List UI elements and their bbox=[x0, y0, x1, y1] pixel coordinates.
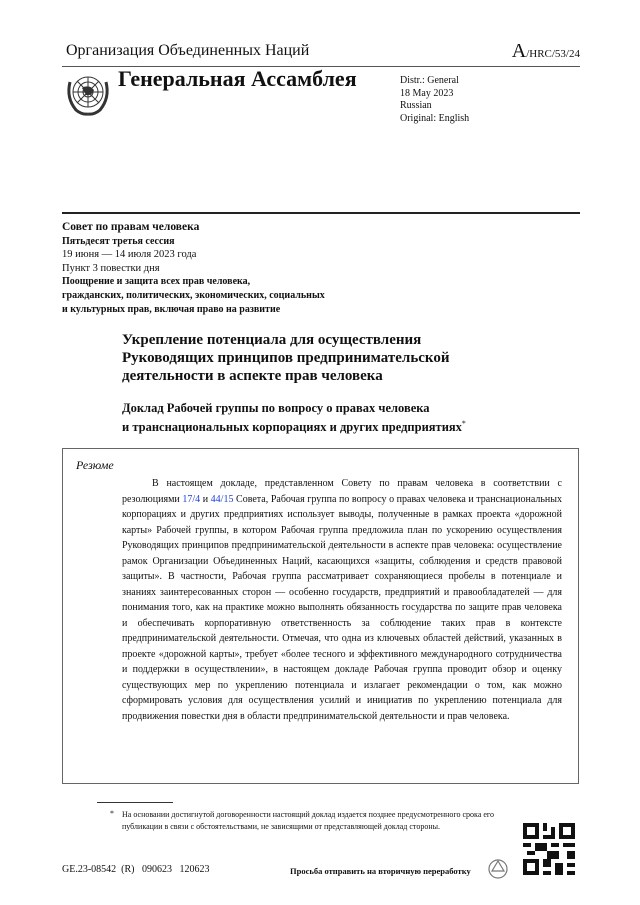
session-dates: 19 июня — 14 июля 2023 года bbox=[62, 249, 197, 261]
document-symbol bbox=[512, 40, 580, 63]
footnote-rule bbox=[97, 802, 173, 803]
recycle-icon bbox=[487, 858, 509, 880]
report-title bbox=[122, 331, 450, 385]
un-emblem-icon bbox=[62, 68, 114, 120]
agenda-title-3: и культурных прав, включая право на развитие bbox=[62, 303, 281, 315]
qr-code-icon[interactable] bbox=[523, 823, 575, 875]
resolution-link-44-15[interactable]: 44/15 bbox=[210, 493, 234, 505]
recycle-note: Просьба отправить на вторичную переработку bbox=[290, 866, 471, 876]
footnote-marker[interactable]: * bbox=[461, 419, 466, 428]
date: 18 May 2023 bbox=[400, 87, 454, 99]
summary-heading: Резюме bbox=[76, 458, 114, 472]
title-line: деятельности в аспекте прав человека bbox=[122, 368, 383, 384]
thick-rule bbox=[62, 212, 580, 214]
summary-text: и bbox=[200, 493, 211, 505]
session: Пятьдесят третья сессия bbox=[62, 235, 175, 247]
subtitle-line: Доклад Рабочей группы по вопросу о правах человека bbox=[122, 401, 430, 415]
summary-paragraph bbox=[122, 476, 562, 724]
title-line: Руководящих принципов предпринимательской bbox=[122, 350, 450, 366]
organization-name: Организация Объединенных Наций bbox=[66, 42, 310, 59]
distribution-block bbox=[400, 75, 469, 125]
agenda-title-1: Поощрение и защита всех прав человека, bbox=[62, 276, 251, 288]
agenda-title-2: гражданских, политических, экономических, социальных bbox=[62, 289, 325, 301]
footnote-text: На основании достигнутой договоренности настоящий доклад издается позднее предусмотренного срока его публикации в связи с обстоятельствами, не зависящими от представляющей доклад стороны. bbox=[122, 810, 495, 831]
council-name: Совет по правам человека bbox=[62, 221, 200, 233]
title-line: Укрепление потенциала для осуществления bbox=[122, 332, 422, 348]
document-code: GE.23-08542 (R) 090623 120623 bbox=[62, 864, 210, 875]
report-subtitle bbox=[122, 401, 466, 435]
agenda-item: Пункт 3 повестки дня bbox=[62, 262, 160, 274]
symbol-prefix: A bbox=[511, 40, 527, 62]
original-language: Original: English bbox=[400, 112, 470, 124]
distr: Distr.: General bbox=[400, 75, 459, 86]
summary-text: В настоящем докладе, представленном Совету по правам человека в соответствии с резолюциями bbox=[122, 478, 562, 505]
language: Russian bbox=[400, 100, 432, 111]
council-block bbox=[62, 221, 325, 316]
general-assembly-title: Генеральная Ассамблея bbox=[118, 66, 357, 91]
symbol-rest: /HRC/53/24 bbox=[526, 48, 580, 60]
summary-text: Совета, Рабочая группа по вопросу о правах человека и транснациональных корпорациях и других предприятиях использует выводы, полученные в рамках проекта «дорожной карты» Рабочей группы, в котором Рабочая группа предложила план по ускорению осуществления Руководящих принципов предпринимательской деятельности в аспекте прав человека: осуществление рамок Организации Объединенных Наций, касающихся «защиты, соблюдения и средств правовой защиты». В частности, Рабочая группа рассматривает сохраняющиеся пробелы в потенциале и знаниях заинтересованных сторон — особенно государств, предприятий и правообладателей — для понимания того, как на практике можно выполнять обязанность государства по защите прав человека и обеспечивать корпоративную ответственность за соблюдение таких прав в контексте предпринимательской деятельности. Отмечая, что одна из ключевых областей действий, указанных в проекте «дорожной карты», требует «более тесного и эффективного международного сотрудничества и поддержки в осуществлении», в настоящем докладе Рабочая группа проводит обзор и оценку существующих мер по укреплению потенциала и излагает рекомендации о том, как можно сформировать условия для осуществления усилий и инициатив по укреплению потенциала для продвижения повестки дня в области предпринимательской деятельности и прав человека. bbox=[122, 493, 563, 722]
footnote-mark: * bbox=[110, 809, 114, 818]
resolution-link-17-4[interactable]: 17/4 bbox=[182, 493, 201, 505]
subtitle-line: и транснациональных корпорациях и других предприятиях bbox=[122, 420, 462, 435]
